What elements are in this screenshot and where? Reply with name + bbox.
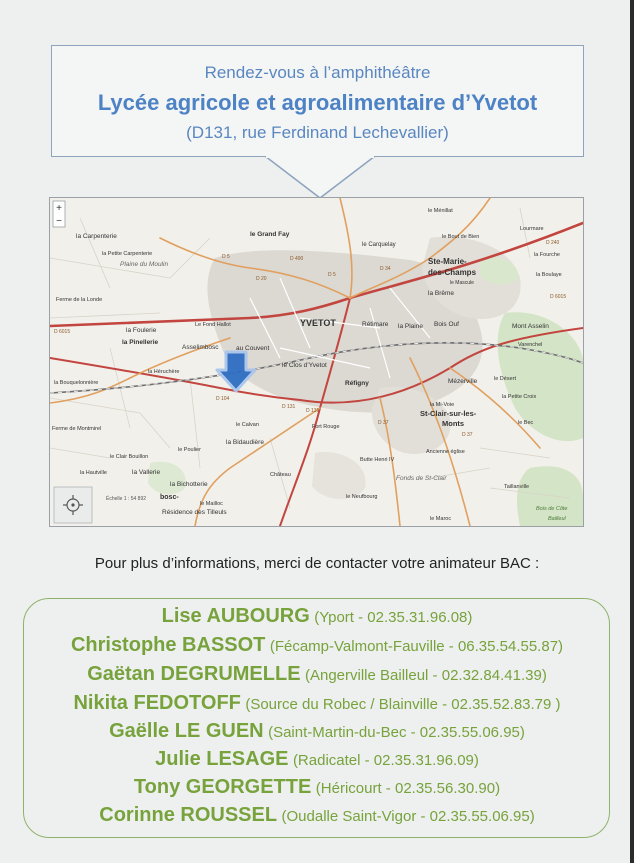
contact-details: (Source du Robec / Blainville - 02.35.52.83.79 ): [245, 696, 561, 713]
label-la-fourche: la Fourche: [534, 252, 560, 258]
contact-details: (Yport - 02.35.31.96.08): [314, 609, 473, 626]
contact-row: [0, 776, 634, 799]
contact-row: [0, 692, 634, 715]
label-la-bichotterie: la Bichotterie: [170, 481, 208, 488]
label-la-hautville: la Hautville: [80, 470, 107, 476]
label-fonds-de-st-clair: Fonds de St-Clair: [396, 475, 447, 482]
label-le-clos-dyvetot: le Clos d’Yvetot: [282, 362, 327, 369]
label-lourmare: Lourmare: [520, 226, 544, 232]
label-plaine-du-moulin: Plaine du Moulin: [120, 261, 169, 268]
contact-name: Christophe BASSOT: [70, 634, 266, 656]
label-le-maroc: le Maroc: [430, 516, 452, 522]
contact-row: [0, 804, 634, 827]
road-label-d34: D 34: [380, 266, 391, 272]
label-la-boulaye: la Boulaye: [536, 272, 562, 278]
contact-name: Gaëtan DEGRUMELLE: [87, 663, 301, 685]
label-le-fond-hallot: Le Fond Hallot: [195, 322, 231, 328]
label-mont-asselin: Mont Asselin: [512, 323, 549, 330]
venue-address: (D131, rue Ferdinand Lechevallier): [186, 123, 449, 142]
contact-row: [0, 634, 634, 657]
zoom-in-button[interactable]: +: [56, 203, 62, 214]
label-le-bec: le Bec: [518, 420, 534, 426]
contact-details: (Saint-Martin-du-Bec - 02.35.55.06.95): [268, 724, 525, 741]
label-st-clair: St-Clair-sur-les-: [420, 409, 477, 418]
location-map[interactable]: [49, 197, 584, 527]
zoom-out-button[interactable]: −: [56, 216, 62, 227]
label-st-clair-2: Monts: [442, 419, 465, 428]
label-le-desert: le Désert: [494, 376, 517, 382]
road-label-d104: D 104: [216, 396, 230, 402]
label-la-heruchere: la Héruchère: [148, 369, 180, 375]
label-refigny: Réfigny: [345, 380, 369, 387]
label-fort-rouge: Fort Rouge: [312, 424, 340, 430]
contact-details: (Fécamp-Valmont-Fauville - 06.35.54.55.87): [269, 638, 564, 655]
contact-name: Tony GEORGETTE: [133, 776, 312, 798]
label-mezerville: Mézerville: [448, 378, 478, 385]
label-butte-henri-iv: Butte Henri IV: [360, 457, 395, 463]
label-bailleul: Bailleul: [548, 516, 566, 522]
zoom-control[interactable]: [53, 201, 65, 227]
map-scale: Échelle 1 : 54 892: [106, 496, 147, 502]
road-label-d20: D 20: [256, 276, 267, 282]
contact-name: Lise AUBOURG: [161, 605, 310, 627]
label-bois-de-cote: Bois de Côte: [536, 506, 568, 512]
label-ste-marie-2: des-Champs: [428, 268, 477, 277]
label-le-mailloc: le Mailloc: [200, 501, 223, 507]
label-asselimbosc: Asselimbosc: [182, 344, 219, 351]
label-le-clair-bouillon: le Clair Bouillon: [110, 454, 149, 460]
contact-details: (Angerville Bailleul - 02.32.84.41.39): [305, 667, 547, 684]
label-residence: Résidence des Tilleuls: [162, 509, 227, 516]
label-la-petite-carpenterie: la Petite Carpenterie: [102, 251, 153, 257]
label-la-mi-voie: la Mi-Voie: [430, 402, 455, 408]
label-chateau: Château: [270, 472, 291, 478]
label-la-foulerie: la Foulerie: [126, 327, 157, 334]
venue-name: Lycée agricole et agroalimentaire d’Yvetot: [97, 90, 538, 115]
label-le-menillat: le Ménillat: [428, 208, 453, 214]
road-label-d5: D 5: [328, 272, 336, 278]
contact-row: [0, 720, 634, 743]
road-label-d37b: D 37: [378, 420, 389, 426]
contact-name: Julie LESAGE: [155, 748, 289, 770]
label-ancienne-eglise: Ancienne église: [426, 449, 465, 455]
road-label-d37: D 37: [462, 432, 473, 438]
label-yvetot: YVETOT: [300, 318, 336, 328]
label-ste-marie: Ste-Marie-: [428, 257, 467, 266]
label-bois-ouf: Bois Ouf: [434, 321, 459, 328]
label-taillanville: Taillanville: [504, 484, 530, 490]
venue-intro: Rendez-vous à l’amphithéâtre: [204, 63, 431, 82]
contact-details: (Oudalle Saint-Vigor - 02.35.55.06.95): [281, 808, 535, 825]
venue-box: [51, 45, 584, 157]
contact-name: Gaëlle LE GUEN: [109, 720, 264, 742]
label-varenchel: Varenchel: [518, 342, 543, 348]
contact-name: Corinne ROUSSEL: [99, 804, 278, 826]
road-label-d240: D 240: [546, 240, 560, 246]
label-au-couvent: au Couvent: [236, 345, 270, 352]
road-label-d131b: D 131: [306, 408, 320, 414]
label-la-pinellerie: la Pinellerie: [122, 339, 159, 346]
label-bosc: bosc-: [160, 494, 179, 501]
road-label-d5b: D 5: [222, 254, 230, 260]
info-text: Pour plus d’informations, merci de contacter votre animateur BAC :: [94, 555, 540, 572]
road-label-d6015: D 6015: [54, 329, 71, 335]
label-le-carquelay: le Carquelay: [362, 242, 396, 248]
label-la-plaine: la Plaine: [398, 323, 423, 330]
label-la-breme: la Brême: [428, 290, 455, 297]
label-la-valler: la Vallerie: [132, 469, 161, 476]
road-label-d6015b: D 6015: [550, 294, 567, 300]
label-retimare: Rétimare: [362, 321, 389, 328]
label-la-carpenterie: la Carpenterie: [76, 233, 117, 240]
contact-details: (Héricourt - 02.35.56.30.90): [315, 780, 501, 797]
label-le-mascule: le Mascule: [450, 280, 474, 286]
callout-pointer: [265, 156, 375, 200]
label-le-calvan: le Calvan: [236, 422, 259, 428]
label-ferme-de-la-londe: Ferme de la Londe: [56, 297, 103, 303]
contact-details: (Radicatel - 02.35.31.96.09): [292, 752, 479, 769]
label-le-bout-de-bien: le Bout de Bien: [442, 234, 480, 240]
road-label-d131: D 131: [282, 404, 296, 410]
label-la-bouquelonniere: la Bouquelonnière: [54, 380, 99, 386]
contact-name: Nikita FEDOTOFF: [73, 692, 241, 714]
label-le-grand-fay: le Grand Fay: [250, 231, 290, 238]
contact-row: [0, 663, 634, 686]
label-ferme-de-montmirel: Ferme de Montmirel: [52, 426, 102, 432]
label-la-bidaudiere: la Bidaudière: [226, 439, 264, 446]
locate-icon[interactable]: [54, 487, 92, 523]
label-le-poulier: le Poulier: [178, 447, 201, 453]
contact-row: [0, 605, 634, 628]
label-le-neufbourg: le Neufbourg: [346, 494, 378, 500]
road-label-d490: D 490: [290, 256, 304, 262]
contact-row: [0, 748, 634, 771]
label-la-petite-croix: la Petite Croix: [502, 394, 537, 400]
